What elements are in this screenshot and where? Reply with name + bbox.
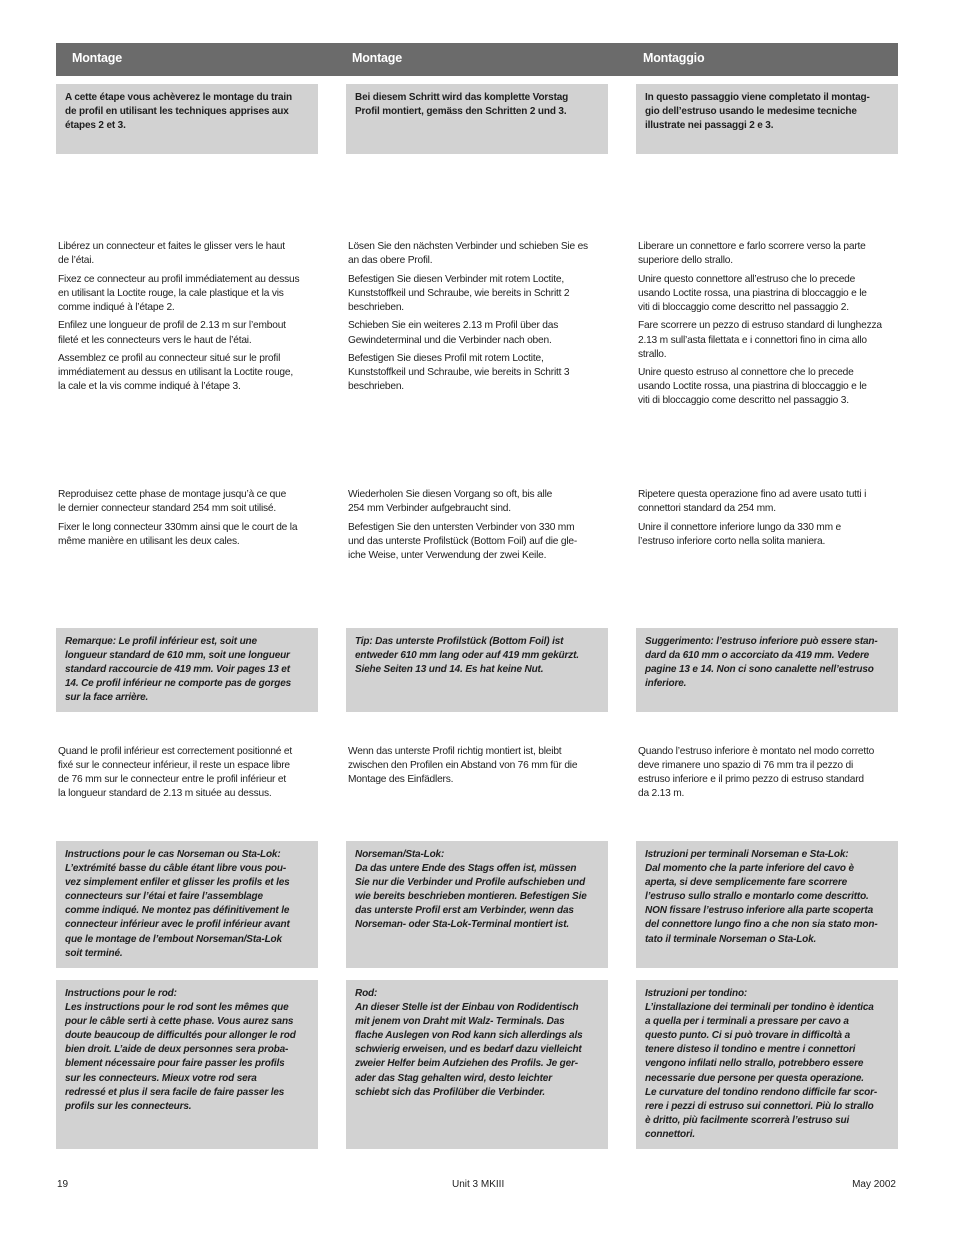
repeat-paragraph: Ripetere questa operazione fino ad avere usato tutti i connettori standard da 254 mm. bbox=[638, 489, 867, 515]
repeat-italian bbox=[638, 488, 900, 553]
note-box-italian: Suggerimento: l’estruso inferiore può essere stan- dard da 610 mm o accorciato da 419 mm. Vedere pagine 13 e 14. Non ci sono canalette nell’estruso inferiore. bbox=[636, 628, 898, 712]
step-paragraph: Lösen Sie den nächsten Verbinder und schieben Sie es an das obere Profil. bbox=[348, 241, 588, 267]
repeat-paragraph: Befestigen Sie den untersten Verbinder von 330 mm und das unterste Profilstück (Bottom Foil) auf die gle- iche Weise, unter Verwendung der zwei Keile. bbox=[348, 521, 578, 561]
gap-german bbox=[348, 745, 610, 792]
step-paragraph: Unire questo connettore all’estruso che lo precede usando Loctite rossa, una piastrina di bloccaggio e le viti di bloccaggio come descritto nel passaggio 2. bbox=[638, 273, 867, 313]
header-bar bbox=[56, 43, 898, 76]
steps-italian bbox=[638, 240, 900, 413]
page-number: 19 bbox=[57, 1179, 69, 1190]
rod-box-italian: Istruzioni per tondino: L’installazione dei terminali per tondino è identica a quella per i terminali a pressare per cavo a questo punto. Ci si può trovare in difficoltà a tenere disteso il tondino e mentre i connettori vengono infilati nello strallo, potrebbero essere necessarie due persone per questa operazione. Le curvature del tondino rendono difficile far scor- rere i pezzi di estruso sui connettori. Più lo strallo è dritto, più facilmente scorrerà l’estruso sui connettori. bbox=[636, 980, 898, 1149]
step-paragraph: Assemblez ce profil au connecteur situé sur le profil immédiatement au dessus en utilisant la Loctite rouge, la cale et la vis comme indiqué à l’étape 3. bbox=[58, 353, 293, 393]
step-paragraph: Befestigen Sie diesen Verbinder mit rotem Loctite, Kunststoffkeil und Schraube, wie bereits in Schritt 2 beschrieben. bbox=[348, 273, 570, 313]
header-italian: Montaggio bbox=[643, 51, 705, 65]
step-paragraph: Libérez un connecteur et faites le glisser vers le haut de l’étai. bbox=[58, 241, 285, 267]
header-german: Montage bbox=[352, 51, 402, 65]
intro-box-german: Bei diesem Schritt wird das komplette Vorstag Profil montiert, gemäss den Schritten 2 und 3. bbox=[346, 84, 608, 154]
step-paragraph: Liberare un connettore e farlo scorrere verso la parte superiore dello strallo. bbox=[638, 241, 866, 267]
header-french: Montage bbox=[72, 51, 122, 65]
steps-french bbox=[58, 240, 320, 399]
norseman-box-italian: Istruzioni per terminali Norseman e Sta-Lok: Dal momento che la parte inferiore del cavo è aperta, si deve semplicemente fare scorrere l’estruso sullo strallo e montarlo come descritto. NON fissare l’estruso inferiore alla parte scoperta del connettore lungo fino a che non sia stato mon- tato il terminale Norseman o Sta-Lok. bbox=[636, 841, 898, 968]
step-paragraph: Fixez ce connecteur au profil immédiatement au dessus en utilisant la Loctite rouge, la cale plastique et la vis comme indiqué à l’étape 2. bbox=[58, 273, 300, 313]
rod-box-german: Rod: An dieser Stelle ist der Einbau von Rodidentisch mit jenem von Draht mit Walz- Terminals. Das flache Auslegen von Rod kann sich allerdings als schwierig erweisen, und es bedarf dazu vielleicht zweier Helfer beim Aufziehen des Profils. Je ger- ader das Stag gehalten wird, desto leichter schiebt sich das Profilüber die Verbinder. bbox=[346, 980, 608, 1149]
repeat-paragraph: Unire il connettore inferiore lungo da 330 mm e l’estruso inferiore corto nella solita maniera. bbox=[638, 521, 841, 547]
norseman-box-german: Norseman/Sta-Lok: Da das untere Ende des Stags offen ist, müssen Sie nur die Verbinder und Profile aufschieben und wie bereits beschrieben montieren. Befestigen Sie das unterste Profil erst am Verbinder, wenn das Norseman- oder Sta-Lok-Terminal montiert ist. bbox=[346, 841, 608, 968]
intro-box-italian: In questo passaggio viene completato il montag- gio dell’estruso usando le medesime tecniche illustrate nei passaggi 2 e 3. bbox=[636, 84, 898, 154]
repeat-paragraph: Reproduisez cette phase de montage jusqu’à ce que le dernier connecteur standard 254 mm soit utilisé. bbox=[58, 489, 287, 515]
gap-french bbox=[58, 745, 320, 806]
step-paragraph: Fare scorrere un pezzo di estruso standard di lunghezza 2.13 m sull’asta filettata e i connettori fino in cima allo strallo. bbox=[638, 320, 882, 360]
gap-paragraph: Quando l’estruso inferiore è montato nel modo corretto deve rimanere uno spazio di 76 mm tra il pezzo di estruso inferiore e il primo pezzo di estruso standard da 2.13 m. bbox=[638, 746, 875, 800]
repeat-german bbox=[348, 488, 610, 567]
repeat-paragraph: Fixer le long connecteur 330mm ainsi que le court de la même manière en utilisant les deux cales. bbox=[58, 521, 298, 547]
step-paragraph: Schieben Sie ein weiteres 2.13 m Profil über das Gewindeterminal und die Verbinder nach oben. bbox=[348, 320, 559, 346]
gap-paragraph: Quand le profil inférieur est correctement positionné et fixé sur le connecteur inférieur, il reste un espace libre de 76 mm sur le connecteur entre le profil inférieur et la longueur standard de 2.13 m située au dessus. bbox=[58, 746, 292, 800]
note-box-german: Tip: Das unterste Profilstück (Bottom Foil) ist entweder 610 mm lang oder auf 419 mm gekürzt. Siehe Seiten 13 und 14. Es hat keine Nut. bbox=[346, 628, 608, 712]
intro-box-french: A cette étape vous achèverez le montage du train de profil en utilisant les techniques apprises aux étapes 2 et 3. bbox=[56, 84, 318, 154]
repeat-french bbox=[58, 488, 320, 553]
step-paragraph: Befestigen Sie dieses Profil mit rotem Loctite, Kunststoffkeil und Schraube, wie bereits in Schritt 3 beschrieben. bbox=[348, 353, 570, 393]
step-paragraph: Enfilez une longueur de profil de 2.13 m sur l’embout fileté et les connecteurs vers le haut de l’étai. bbox=[58, 320, 286, 346]
footer-unit: Unit 3 MKIII bbox=[452, 1179, 505, 1190]
note-box-french: Remarque: Le profil inférieur est, soit une longueur standard de 610 mm, soit une longueur standard raccourcie de 419 mm. Voir pages 13 et 14. Ce profil inférieur ne comporte pas de gorges sur la face arrière. bbox=[56, 628, 318, 712]
gap-paragraph: Wenn das unterste Profil richtig montiert ist, bleibt zwischen den Profilen ein Abstand von 76 mm für die Montage des Einfädlers. bbox=[348, 746, 578, 786]
norseman-box-french: Instructions pour le cas Norseman ou Sta-Lok: L’extrémité basse du câble étant libre vous pou- vez simplement enfiler et glisser les profils et les connecteurs sur l’étai et faire l’assemblage comme indiqué. Ne montez pas définitivement le connecteur inférieur avec le profil inférieur avant que le montage de l’embout Norseman/Sta-Lok soit terminé. bbox=[56, 841, 318, 968]
rod-box-french: Instructions pour le rod: Les instructions pour le rod sont les mêmes que pour le câble serti à cette phase. Vous aurez sans doute beaucoup de difficultés pour allonger le rod bien droit. L’aide de deux personnes sera proba- blement nécessaire pour faire passer les profils sur les connecteurs. Mieux votre rod sera redressé et plus il sera facile de faire passer les profils sur les connecteurs. bbox=[56, 980, 318, 1149]
steps-german bbox=[348, 240, 610, 399]
repeat-paragraph: Wiederholen Sie diesen Vorgang so oft, bis alle 254 mm Verbinder aufgebraucht sind. bbox=[348, 489, 553, 515]
footer-date: May 2002 bbox=[852, 1179, 896, 1190]
step-paragraph: Unire questo estruso al connettore che lo precede usando Loctite rossa, una piastrina di bloccaggio e le viti di bloccaggio come descritto nel passaggio 3. bbox=[638, 367, 867, 407]
gap-italian bbox=[638, 745, 900, 806]
